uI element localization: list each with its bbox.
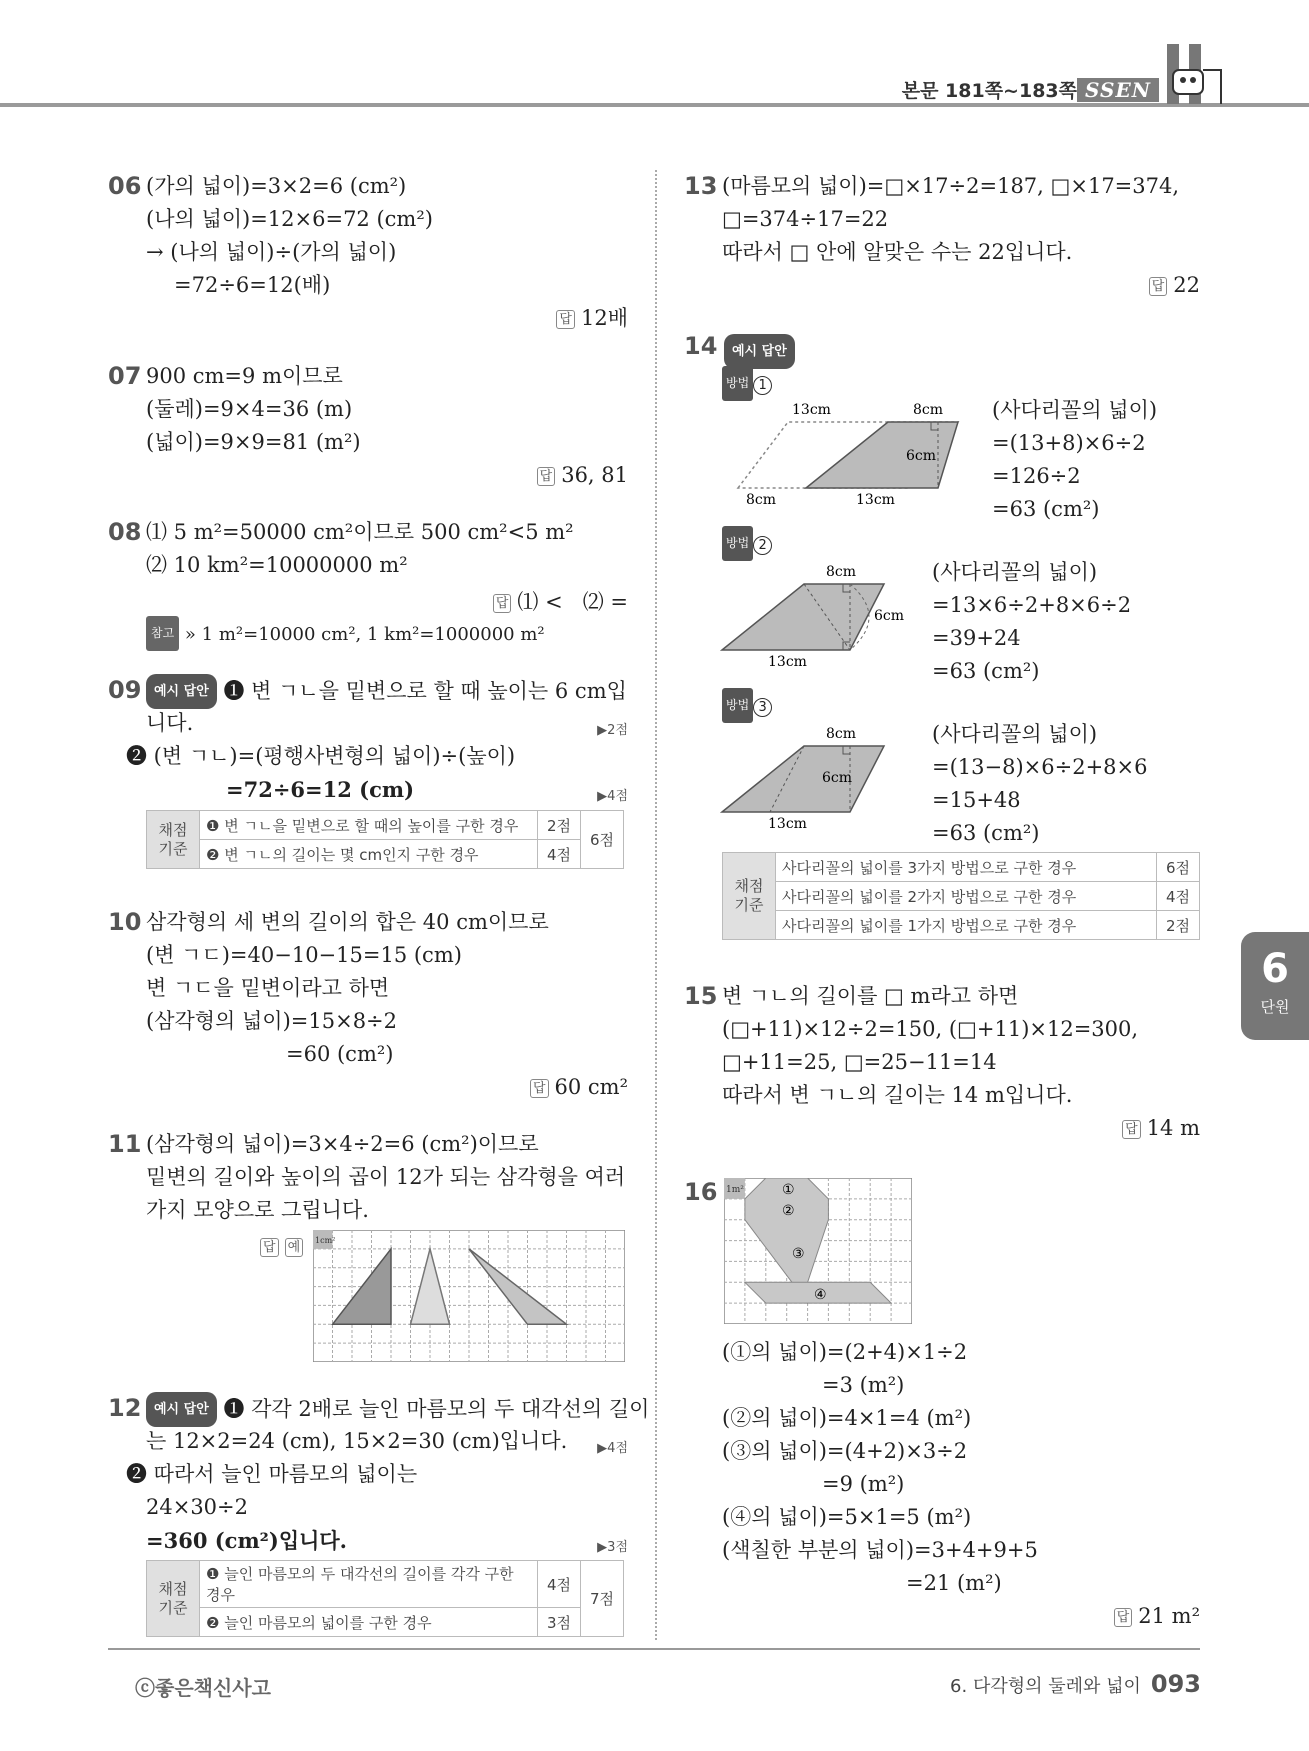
method-label: 방법: [722, 688, 753, 723]
grading-table-12: [146, 1560, 624, 1637]
solution-line: (사다리꼴의 넓이): [992, 398, 1158, 422]
method-label: 방법: [722, 366, 753, 401]
method-number: 3: [753, 698, 772, 717]
answer: [556, 302, 628, 335]
answer-value: 14 m: [1146, 1116, 1200, 1140]
solution-line: (사다리꼴의 넓이): [932, 722, 1098, 746]
solution-line: 900 cm=9 m이므로: [146, 364, 343, 388]
grading-score: 4점: [1157, 882, 1200, 911]
question-number: 13: [684, 172, 718, 200]
method-label: 방법: [722, 526, 753, 561]
solution-line: 따라서 변 ㄱㄴ의 길이는 14 m입니다.: [722, 1083, 1073, 1107]
solution-line: (②의 넓이)=4×1=4 (m²): [722, 1406, 972, 1430]
reference-note: 참고 » 1 m²=10000 cm², 1 km²=1000000 m²: [146, 616, 545, 651]
grading-score: 4점: [538, 1561, 581, 1608]
solution-line: 변 ㄱㄷ을 밑변이라고 하면: [146, 976, 390, 1000]
grading-label: 채점 기준: [147, 811, 200, 869]
dimension-label: 13cm: [792, 402, 831, 418]
method-number: 1: [753, 376, 772, 395]
question-number: 07: [108, 362, 142, 390]
solution-line: =126÷2: [992, 464, 1081, 488]
solution-line: (삼각형의 넓이)=15×8÷2: [146, 1009, 398, 1033]
question-12: [108, 1392, 650, 1562]
question-08: [108, 516, 628, 656]
answer: [260, 1230, 309, 1263]
points-mark: ▶2점: [597, 723, 628, 738]
question-number: 12: [108, 1394, 142, 1422]
solution-line: □=374÷17=22: [722, 207, 889, 231]
answer-value: 12배: [580, 306, 628, 330]
question-number: 08: [108, 518, 142, 546]
grading-score: 6점: [1157, 853, 1200, 882]
grid-unit-label: 1m²: [726, 1185, 744, 1195]
question-13: [684, 170, 1200, 300]
grading-criterion: ❷ 늘인 마름모의 넓이를 구한 경우: [200, 1608, 538, 1637]
answer-value: 21 m²: [1138, 1604, 1200, 1628]
page-number: 093: [1150, 1670, 1201, 1698]
answer-label: 답: [260, 1238, 279, 1257]
grading-score: 3점: [538, 1608, 581, 1637]
answer: [530, 1071, 628, 1104]
publisher: ⓒ좋은책신사고: [135, 1676, 271, 1700]
dimension-label: 8cm: [826, 564, 857, 580]
answer: [493, 586, 628, 619]
solution-line: 가지 모양으로 그립니다.: [146, 1198, 369, 1222]
solution-line: =63 (cm²): [932, 821, 1040, 845]
grading-score: 2점: [538, 811, 581, 840]
method-number: 2: [753, 536, 772, 555]
answer: [537, 459, 628, 492]
grading-criterion: ❷ 변 ㄱㄴ의 길이는 몇 cm인지 구한 경우: [200, 840, 538, 869]
solution-line: 니다.: [146, 711, 194, 735]
solution-line: 따라서 □ 안에 알맞은 수는 22입니다.: [722, 240, 1073, 264]
solution-line: (삼각형의 넓이)=3×4÷2=6 (cm²)이므로: [146, 1132, 539, 1156]
dimension-label: 8cm: [913, 402, 944, 418]
grading-table-09: [146, 810, 624, 869]
reference-text: 1 m²=10000 cm², 1 km²=1000000 m²: [201, 624, 545, 645]
solution-line: (넓이)=9×9=81 (m²): [146, 430, 361, 454]
chapter-title: 6. 다각형의 둘레와 넓이: [950, 1676, 1141, 1697]
example-answer-badge: 예시 답안: [146, 1392, 217, 1427]
answer: [1149, 269, 1200, 302]
grading-criterion: 사다리꼴의 넓이를 1가지 방법으로 구한 경우: [776, 911, 1157, 940]
question-number: 06: [108, 172, 142, 200]
grading-score: 2점: [1157, 911, 1200, 940]
solution-line: =3 (m²): [822, 1373, 905, 1397]
solution-line: =21 (m²): [906, 1571, 1002, 1595]
grid-unit-label: 1cm²: [315, 1236, 336, 1245]
solution-line: (④의 넓이)=5×1=5 (m²): [722, 1505, 972, 1529]
solution-line: → (나의 넓이)÷(가의 넓이): [146, 240, 397, 264]
solution-line: (변 ㄱㄷ)=40−10−15=15 (cm): [146, 943, 462, 967]
answer-label: 답: [493, 594, 512, 613]
solution-line: (가의 넓이)=3×2=6 (cm²): [146, 174, 407, 198]
answer-label: 답: [556, 310, 575, 329]
solution-line: (둘레)=9×4=36 (m): [146, 397, 353, 421]
dimension-label: 8cm: [826, 726, 857, 742]
question-15: [684, 980, 1200, 1150]
header-rule: [0, 103, 1309, 107]
footer-rule: [108, 1648, 1200, 1650]
dimension-label: 6cm: [822, 770, 853, 786]
answer-value: 36, 81: [561, 463, 628, 487]
dimension-label: 13cm: [856, 492, 895, 508]
question-07: [108, 360, 628, 490]
solution-line: ❶ 각각 2배로 늘인 마름모의 두 대각선의 길이: [223, 1397, 650, 1421]
solution-line: =60 (cm²): [286, 1042, 394, 1066]
solution-line: (□+11)×12÷2=150, (□+11)×12=300,: [722, 1017, 1139, 1041]
dimension-label: 6cm: [906, 448, 937, 464]
question-06: [108, 170, 628, 330]
question-number: 10: [108, 908, 142, 936]
grading-criterion: ❶ 늘인 마름모의 두 대각선의 길이를 각각 구한 경우: [200, 1561, 538, 1608]
region-label: ③: [792, 1246, 805, 1262]
trapezoid-figure-2: [718, 562, 918, 674]
solution-line: (①의 넓이)=(2+4)×1÷2: [722, 1340, 968, 1364]
trapezoid-figure-1: [718, 400, 988, 512]
solution-line: 삼각형의 세 변의 길이의 합은 40 cm이므로: [146, 910, 549, 934]
unit-label: 단원: [1260, 998, 1290, 1016]
shaded-region-grid: [724, 1178, 912, 1324]
solution-line: (색칠한 부분의 넓이)=3+4+9+5: [722, 1538, 1038, 1562]
grading-criterion: 사다리꼴의 넓이를 3가지 방법으로 구한 경우: [776, 853, 1157, 882]
answer-label: 답: [530, 1079, 549, 1098]
solution-line: =9 (m²): [822, 1472, 905, 1496]
reference-label: 참고: [146, 616, 179, 651]
answer-label: 답: [1122, 1120, 1141, 1139]
solution-line: =39+24: [932, 626, 1021, 650]
solution-line: =63 (cm²): [932, 659, 1040, 683]
grading-score: 4점: [538, 840, 581, 869]
answer-label: 답: [1114, 1608, 1133, 1627]
solution-line: ❶ 변 ㄱㄴ을 밑변으로 할 때 높이는 6 cm입: [223, 679, 627, 703]
dimension-label: 13cm: [768, 654, 807, 670]
solution-line: (③의 넓이)=(4+2)×3÷2: [722, 1439, 968, 1463]
solution-line: 밑변의 길이와 높이의 곱이 12가 되는 삼각형을 여러: [146, 1165, 626, 1189]
grading-total: 7점: [581, 1561, 624, 1637]
solution-line: =13×6÷2+8×6÷2: [932, 593, 1132, 617]
solution-line: =63 (cm²): [992, 497, 1100, 521]
solution-line: =360 (cm²)입니다.: [146, 1528, 347, 1553]
solution-line: □+11=25, □=25−11=14: [722, 1050, 997, 1074]
question-10: [108, 906, 628, 1106]
column-divider: [655, 170, 657, 1640]
dimension-label: 6cm: [874, 608, 905, 624]
answer-label: 답: [1149, 277, 1168, 296]
dimension-label: 8cm: [746, 492, 777, 508]
solution-line: 변 ㄱㄴ의 길이를 □ m라고 하면: [722, 984, 1019, 1008]
solution-line: 는 12×2=24 (cm), 15×2=30 (cm)입니다.: [146, 1429, 568, 1453]
question-16: [684, 1336, 1200, 1636]
question-number: 11: [108, 1130, 142, 1158]
solution-line: ❷ (변 ㄱㄴ)=(평행사변형의 넓이)÷(높이): [126, 744, 516, 768]
grading-criterion: ❶ 변 ㄱㄴ을 밑변으로 할 때의 높이를 구한 경우: [200, 811, 538, 840]
page-range: 본문 181쪽~183쪽: [901, 80, 1077, 102]
triangles-grid: [313, 1230, 625, 1362]
dimension-label: 13cm: [768, 816, 807, 832]
solution-line: ❷ 따라서 늘인 마름모의 넓이는: [126, 1462, 418, 1486]
answer-label: 답: [537, 467, 556, 486]
answer: [1114, 1600, 1200, 1633]
region-label: ①: [782, 1182, 795, 1198]
example-label: 예: [285, 1238, 304, 1257]
solution-line: ⑴ 5 m²=50000 cm²이므로 500 cm²<5 m²: [146, 520, 574, 544]
trapezoid-figure-3: [718, 724, 918, 836]
footer-chapter: [950, 1670, 1201, 1698]
grading-total: 6점: [581, 811, 624, 869]
example-answer-badge: 예시 답안: [724, 334, 795, 369]
answer-value: 60 cm²: [554, 1075, 628, 1099]
answer-value: ⑴ < ⑵ =: [517, 590, 628, 614]
solution-line: =72÷6=12 (cm): [226, 777, 415, 802]
grading-table-14: [722, 852, 1200, 940]
question-number: 09: [108, 676, 142, 704]
grading-label: 채점 기준: [723, 853, 776, 940]
grading-criterion: 사다리꼴의 넓이를 2가지 방법으로 구한 경우: [776, 882, 1157, 911]
points-mark: ▶4점: [597, 1441, 628, 1456]
solution-line: =15+48: [932, 788, 1021, 812]
points-mark: ▶4점: [597, 789, 628, 804]
brand-logo: SSEN: [1077, 78, 1159, 102]
question-number: 14: [684, 332, 718, 360]
points-mark: ▶3점: [597, 1540, 628, 1555]
solution-line: (사다리꼴의 넓이): [932, 560, 1098, 584]
question-number: 16: [684, 1178, 718, 1206]
solution-line: =(13−8)×6÷2+8×6: [932, 755, 1148, 779]
answer: [1122, 1112, 1200, 1145]
answer-value: 22: [1173, 273, 1200, 297]
question-number: 15: [684, 982, 718, 1010]
region-label: ②: [782, 1203, 795, 1219]
mascot-icon: [1159, 40, 1229, 110]
solution-line: =72÷6=12(배): [174, 273, 331, 297]
region-label: ④: [814, 1287, 827, 1303]
example-answer-badge: 예시 답안: [146, 674, 217, 709]
solution-line: =(13+8)×6÷2: [992, 431, 1146, 455]
solution-line: (마름모의 넓이)=□×17÷2=187, □×17=374,: [722, 174, 1180, 198]
solution-line: (나의 넓이)=12×6=72 (cm²): [146, 207, 433, 231]
solution-line: ⑵ 10 km²=10000000 m²: [146, 553, 408, 577]
solution-line: 24×30÷2: [146, 1495, 248, 1519]
unit-tab[interactable]: [1241, 932, 1309, 1040]
unit-number: 6: [1261, 946, 1289, 992]
grading-label: 채점 기준: [147, 1561, 200, 1637]
